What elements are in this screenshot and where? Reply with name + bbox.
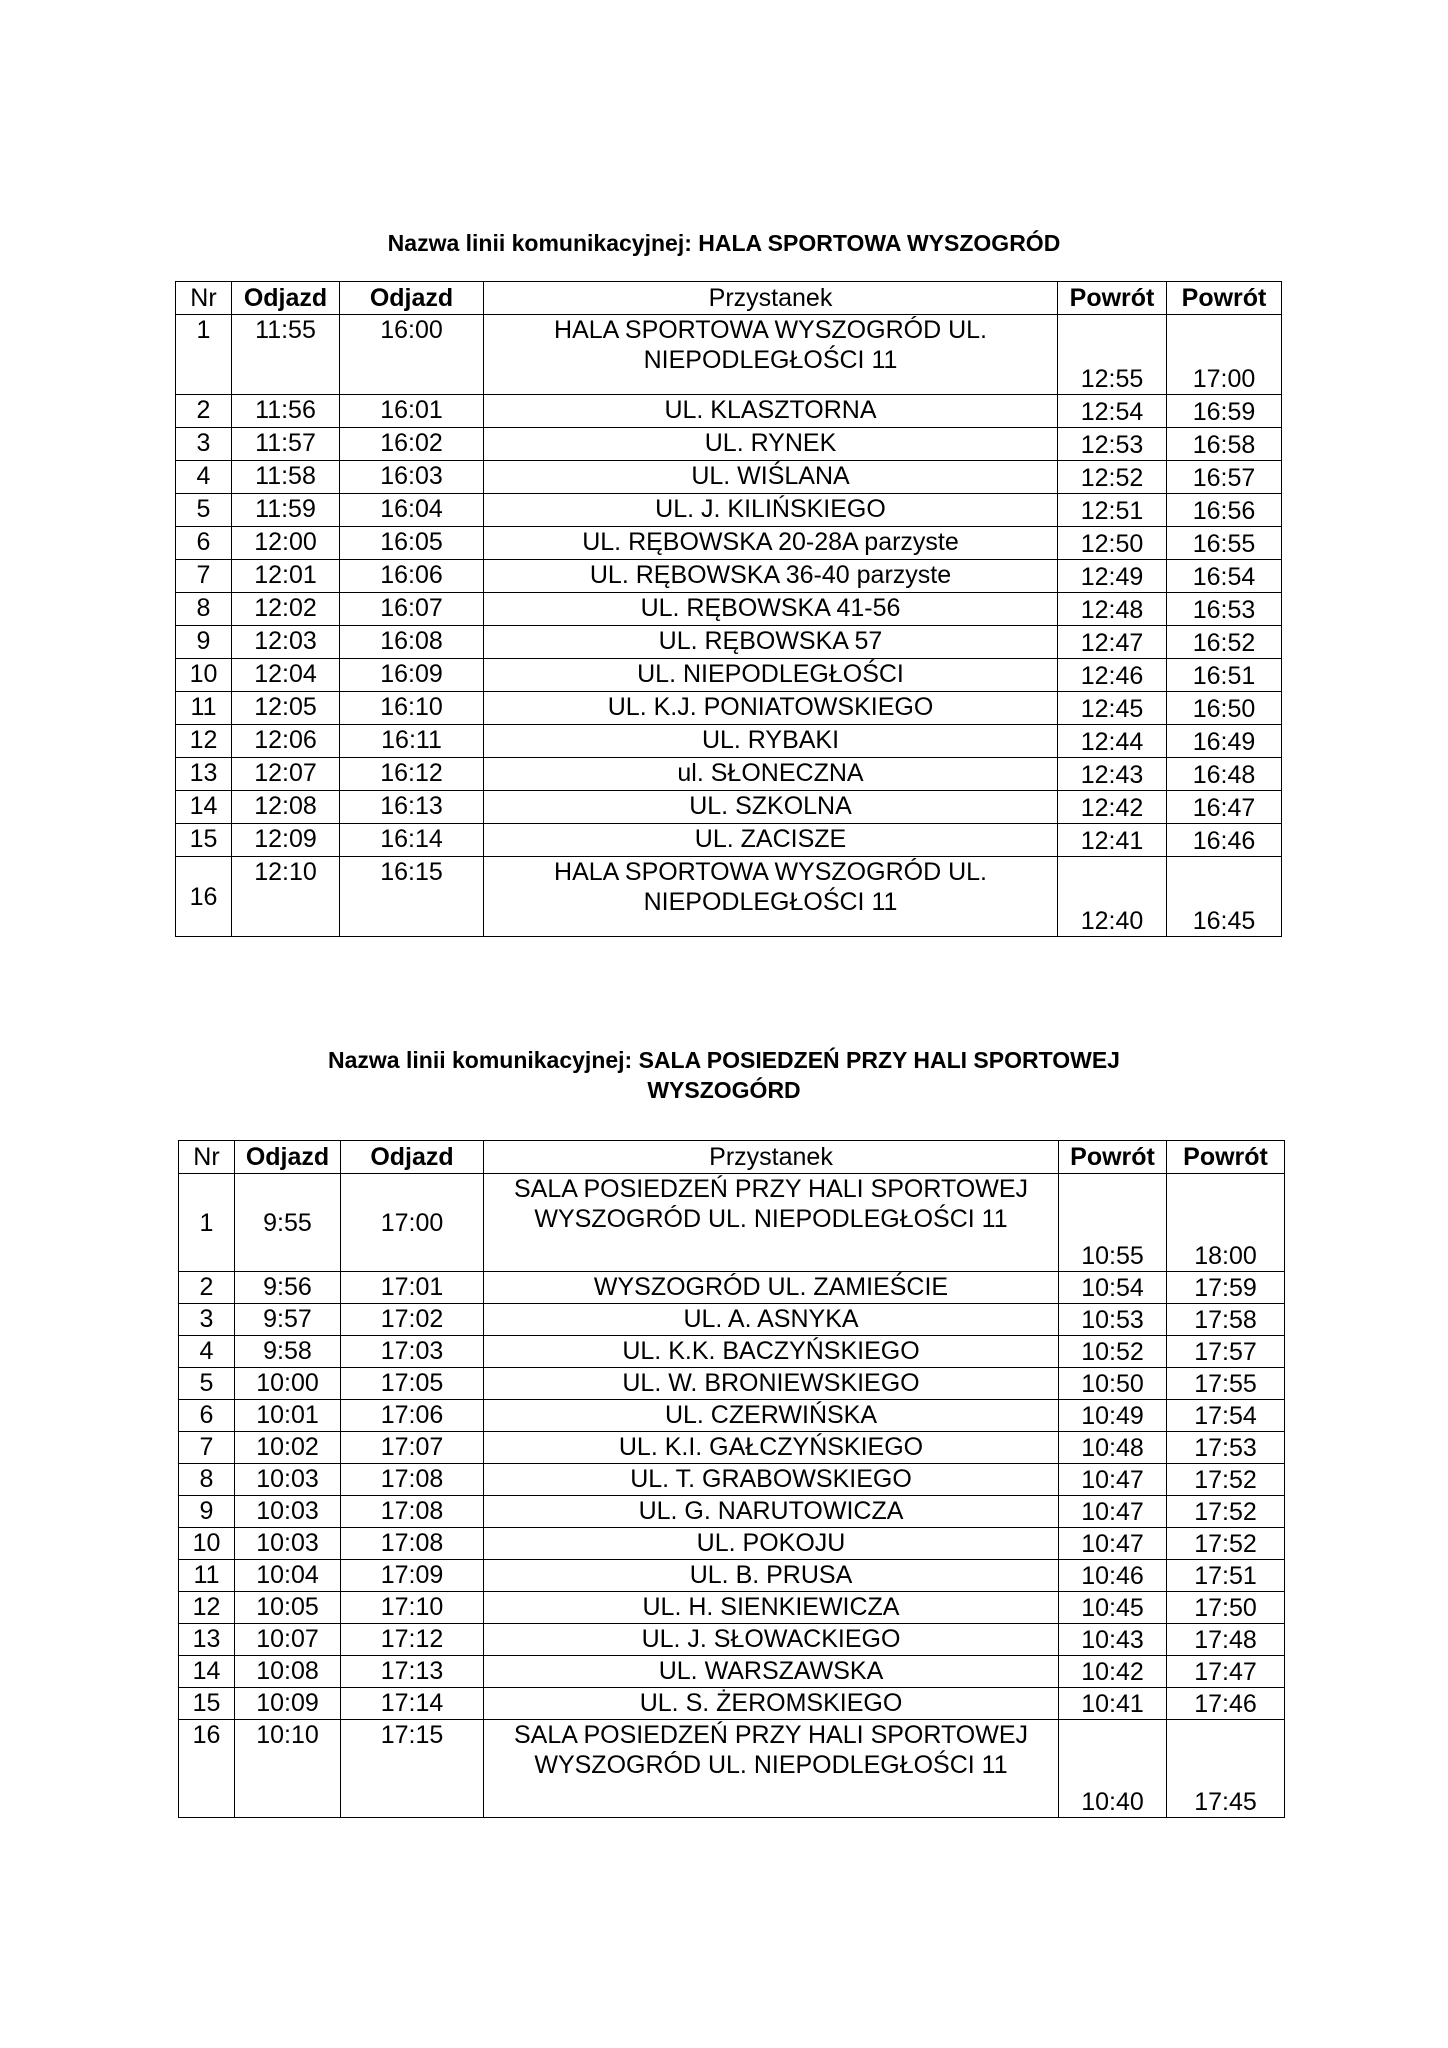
stop-name: UL. WARSZAWSKA	[484, 1656, 1059, 1688]
stop-name: UL. A. ASNYKA	[484, 1304, 1059, 1336]
return-time-1: 12:44	[1058, 725, 1167, 758]
stop-name: ul. SŁONECZNA	[484, 758, 1058, 791]
departure-time-2: 16:12	[340, 758, 484, 791]
departure-time-2: 16:07	[340, 593, 484, 626]
departure-time-2: 16:14	[340, 824, 484, 857]
departure-time-1: 12:06	[232, 725, 340, 758]
return-time-1: 10:47	[1059, 1496, 1167, 1528]
return-time-1: 12:50	[1058, 527, 1167, 560]
return-time-1: 10:50	[1059, 1368, 1167, 1400]
table-row	[176, 659, 1282, 692]
schedule1-title: Nazwa linii komunikacyjnej: HALA SPORTOWA WYSZOGRÓD	[387, 230, 1061, 256]
departure-time-1: 11:55	[232, 315, 340, 395]
return-time-1: 12:55	[1058, 315, 1167, 395]
departure-time-2: 17:05	[341, 1368, 484, 1400]
header-return-2: Powrót	[1167, 282, 1282, 315]
stop-number: 5	[179, 1368, 235, 1400]
return-time-1: 10:48	[1059, 1432, 1167, 1464]
departure-time-1: 9:55	[235, 1174, 341, 1272]
stop-number: 3	[179, 1304, 235, 1336]
header-departure-2: Odjazd	[341, 1141, 484, 1174]
return-time-2: 17:59	[1167, 1272, 1285, 1304]
return-time-2: 17:53	[1167, 1432, 1285, 1464]
stop-number: 13	[176, 758, 232, 791]
return-time-2: 17:57	[1167, 1336, 1285, 1368]
return-time-1: 12:45	[1058, 692, 1167, 725]
header-return-1: Powrót	[1058, 282, 1167, 315]
departure-time-2: 17:07	[341, 1432, 484, 1464]
return-time-1: 10:42	[1059, 1656, 1167, 1688]
table-row	[176, 395, 1282, 428]
stop-name: UL. RĘBOWSKA 36-40 parzyste	[484, 560, 1058, 593]
departure-time-1: 11:57	[232, 428, 340, 461]
schedule2-header-row	[179, 1141, 1285, 1174]
departure-time-2: 16:06	[340, 560, 484, 593]
schedule2-title-line-2: WYSZOGÓRD	[647, 1077, 801, 1103]
stop-number: 1	[179, 1174, 235, 1272]
stop-number: 5	[176, 494, 232, 527]
departure-time-2: 17:08	[341, 1496, 484, 1528]
stop-name: UL. S. ŻEROMSKIEGO	[484, 1688, 1059, 1720]
return-time-2: 16:52	[1167, 626, 1282, 659]
stop-name: UL. J. KILIŃSKIEGO	[484, 494, 1058, 527]
departure-time-2: 16:01	[340, 395, 484, 428]
return-time-2: 16:56	[1167, 494, 1282, 527]
return-time-1: 10:47	[1059, 1464, 1167, 1496]
return-time-2: 17:48	[1167, 1624, 1285, 1656]
stop-name: UL. RĘBOWSKA 20-28A parzyste	[484, 527, 1058, 560]
return-time-1: 12:52	[1058, 461, 1167, 494]
return-time-1: 12:51	[1058, 494, 1167, 527]
departure-time-1: 10:09	[235, 1688, 341, 1720]
return-time-2: 17:51	[1167, 1560, 1285, 1592]
departure-time-1: 12:07	[232, 758, 340, 791]
stop-name: UL. CZERWIŃSKA	[484, 1400, 1059, 1432]
return-time-2: 17:45	[1167, 1720, 1285, 1818]
return-time-2: 16:59	[1167, 395, 1282, 428]
stop-name: HALA SPORTOWA WYSZOGRÓD UL. NIEPODLEGŁOŚCI 11	[484, 857, 1058, 937]
stop-number: 9	[179, 1496, 235, 1528]
departure-time-2: 17:02	[341, 1304, 484, 1336]
departure-time-2: 16:09	[340, 659, 484, 692]
departure-time-1: 12:02	[232, 593, 340, 626]
departure-time-2: 17:10	[341, 1592, 484, 1624]
table-row	[179, 1336, 1285, 1368]
schedule2-body	[179, 1174, 1285, 1818]
stop-name: UL. SZKOLNA	[484, 791, 1058, 824]
stop-name: UL. K.J. PONIATOWSKIEGO	[484, 692, 1058, 725]
table-row	[176, 692, 1282, 725]
stop-number: 2	[176, 395, 232, 428]
departure-time-1: 12:08	[232, 791, 340, 824]
stop-number: 13	[179, 1624, 235, 1656]
return-time-1: 12:48	[1058, 593, 1167, 626]
header-stop: Przystanek	[484, 282, 1058, 315]
schedule2-title	[0, 1045, 1448, 1105]
departure-time-1: 10:03	[235, 1496, 341, 1528]
departure-time-2: 16:11	[340, 725, 484, 758]
departure-time-2: 17:15	[341, 1720, 484, 1818]
schedule1-table	[175, 281, 1282, 937]
return-time-2: 17:55	[1167, 1368, 1285, 1400]
departure-time-2: 17:09	[341, 1560, 484, 1592]
stop-number: 16	[179, 1720, 235, 1818]
stop-number: 10	[176, 659, 232, 692]
table-row	[179, 1560, 1285, 1592]
stop-number: 4	[179, 1336, 235, 1368]
departure-time-1: 12:05	[232, 692, 340, 725]
return-time-1: 12:53	[1058, 428, 1167, 461]
return-time-1: 10:47	[1059, 1528, 1167, 1560]
return-time-2: 17:50	[1167, 1592, 1285, 1624]
stop-number: 8	[179, 1464, 235, 1496]
return-time-2: 17:52	[1167, 1496, 1285, 1528]
table-row	[179, 1304, 1285, 1336]
stop-name: UL. ZACISZE	[484, 824, 1058, 857]
stop-name: SALA POSIEDZEŃ PRZY HALI SPORTOWEJ WYSZOGRÓD UL. NIEPODLEGŁOŚCI 11	[484, 1174, 1059, 1272]
stop-name: UL. RYNEK	[484, 428, 1058, 461]
departure-time-2: 17:13	[341, 1656, 484, 1688]
stop-name: UL. T. GRABOWSKIEGO	[484, 1464, 1059, 1496]
departure-time-1: 10:05	[235, 1592, 341, 1624]
return-time-1: 10:49	[1059, 1400, 1167, 1432]
header-departure-1: Odjazd	[232, 282, 340, 315]
table-row	[176, 593, 1282, 626]
header-stop: Przystanek	[484, 1141, 1059, 1174]
stop-number: 14	[179, 1656, 235, 1688]
schedule1-header-row	[176, 282, 1282, 315]
table-row	[176, 315, 1282, 395]
stop-name: SALA POSIEDZEŃ PRZY HALI SPORTOWEJ WYSZOGRÓD UL. NIEPODLEGŁOŚCI 11	[484, 1720, 1059, 1818]
header-return-1: Powrót	[1059, 1141, 1167, 1174]
table-row	[176, 461, 1282, 494]
departure-time-1: 11:56	[232, 395, 340, 428]
table-row	[179, 1272, 1285, 1304]
table-row	[176, 824, 1282, 857]
stop-number: 8	[176, 593, 232, 626]
stop-number: 9	[176, 626, 232, 659]
table-row	[176, 857, 1282, 937]
table-row	[179, 1174, 1285, 1272]
stop-name: UL. RYBAKI	[484, 725, 1058, 758]
departure-time-1: 9:56	[235, 1272, 341, 1304]
stop-name: UL. KLASZTORNA	[484, 395, 1058, 428]
stop-name: HALA SPORTOWA WYSZOGRÓD UL. NIEPODLEGŁOŚCI 11	[484, 315, 1058, 395]
stop-number: 10	[179, 1528, 235, 1560]
stop-name: UL. K.K. BACZYŃSKIEGO	[484, 1336, 1059, 1368]
stop-name: UL. NIEPODLEGŁOŚCI	[484, 659, 1058, 692]
return-time-2: 17:58	[1167, 1304, 1285, 1336]
table-row	[179, 1464, 1285, 1496]
departure-time-2: 16:04	[340, 494, 484, 527]
departure-time-1: 10:10	[235, 1720, 341, 1818]
table-row	[176, 626, 1282, 659]
stop-name: UL. RĘBOWSKA 41-56	[484, 593, 1058, 626]
stop-name: UL. B. PRUSA	[484, 1560, 1059, 1592]
departure-time-2: 16:08	[340, 626, 484, 659]
departure-time-1: 10:03	[235, 1464, 341, 1496]
stop-name: UL. W. BRONIEWSKIEGO	[484, 1368, 1059, 1400]
stop-name: UL. G. NARUTOWICZA	[484, 1496, 1059, 1528]
departure-time-2: 17:01	[341, 1272, 484, 1304]
table-row	[179, 1400, 1285, 1432]
departure-time-1: 10:01	[235, 1400, 341, 1432]
stop-number: 3	[176, 428, 232, 461]
stop-number: 11	[179, 1560, 235, 1592]
departure-time-1: 12:04	[232, 659, 340, 692]
return-time-1: 10:46	[1059, 1560, 1167, 1592]
departure-time-2: 17:00	[341, 1174, 484, 1272]
departure-time-2: 16:00	[340, 315, 484, 395]
table-row	[176, 758, 1282, 791]
departure-time-1: 10:00	[235, 1368, 341, 1400]
table-row	[176, 527, 1282, 560]
return-time-1: 12:43	[1058, 758, 1167, 791]
departure-time-1: 10:02	[235, 1432, 341, 1464]
return-time-1: 10:53	[1059, 1304, 1167, 1336]
return-time-2: 17:46	[1167, 1688, 1285, 1720]
return-time-2: 16:58	[1167, 428, 1282, 461]
schedule2-title-line-1: Nazwa linii komunikacyjnej: SALA POSIEDZEŃ PRZY HALI SPORTOWEJ	[328, 1047, 1120, 1073]
schedule1-body	[176, 315, 1282, 937]
return-time-1: 12:47	[1058, 626, 1167, 659]
return-time-1: 12:42	[1058, 791, 1167, 824]
stop-number: 4	[176, 461, 232, 494]
return-time-2: 16:47	[1167, 791, 1282, 824]
return-time-2: 17:52	[1167, 1528, 1285, 1560]
table-row	[179, 1528, 1285, 1560]
return-time-1: 10:43	[1059, 1624, 1167, 1656]
return-time-2: 16:53	[1167, 593, 1282, 626]
departure-time-2: 16:03	[340, 461, 484, 494]
header-departure-1: Odjazd	[235, 1141, 341, 1174]
stop-name: UL. POKOJU	[484, 1528, 1059, 1560]
header-departure-2: Odjazd	[340, 282, 484, 315]
stop-number: 16	[176, 857, 232, 937]
stop-number: 15	[176, 824, 232, 857]
stop-number: 12	[176, 725, 232, 758]
return-time-2: 16:57	[1167, 461, 1282, 494]
header-nr: Nr	[179, 1141, 235, 1174]
return-time-2: 17:00	[1167, 315, 1282, 395]
stop-name: UL. K.I. GAŁCZYŃSKIEGO	[484, 1432, 1059, 1464]
return-time-2: 16:55	[1167, 527, 1282, 560]
departure-time-1: 10:03	[235, 1528, 341, 1560]
table-row	[176, 494, 1282, 527]
departure-time-2: 17:06	[341, 1400, 484, 1432]
departure-time-2: 16:10	[340, 692, 484, 725]
stop-number: 7	[179, 1432, 235, 1464]
table-row	[176, 725, 1282, 758]
table-row	[179, 1496, 1285, 1528]
stop-number: 1	[176, 315, 232, 395]
stop-name: WYSZOGRÓD UL. ZAMIEŚCIE	[484, 1272, 1059, 1304]
table-row	[176, 791, 1282, 824]
return-time-1: 12:41	[1058, 824, 1167, 857]
return-time-1: 10:40	[1059, 1720, 1167, 1818]
departure-time-2: 17:08	[341, 1464, 484, 1496]
departure-time-2: 16:13	[340, 791, 484, 824]
return-time-2: 16:49	[1167, 725, 1282, 758]
return-time-1: 12:46	[1058, 659, 1167, 692]
departure-time-2: 17:12	[341, 1624, 484, 1656]
return-time-1: 10:41	[1059, 1688, 1167, 1720]
table-row	[179, 1432, 1285, 1464]
stop-number: 2	[179, 1272, 235, 1304]
return-time-2: 16:45	[1167, 857, 1282, 937]
departure-time-1: 9:58	[235, 1336, 341, 1368]
departure-time-1: 12:00	[232, 527, 340, 560]
return-time-2: 16:48	[1167, 758, 1282, 791]
return-time-1: 12:40	[1058, 857, 1167, 937]
stop-number: 6	[179, 1400, 235, 1432]
departure-time-1: 10:08	[235, 1656, 341, 1688]
return-time-2: 16:54	[1167, 560, 1282, 593]
departure-time-1: 12:09	[232, 824, 340, 857]
departure-time-1: 12:03	[232, 626, 340, 659]
return-time-1: 10:55	[1059, 1174, 1167, 1272]
departure-time-2: 16:15	[340, 857, 484, 937]
departure-time-2: 17:14	[341, 1688, 484, 1720]
return-time-2: 17:47	[1167, 1656, 1285, 1688]
departure-time-2: 16:05	[340, 527, 484, 560]
table-row	[179, 1688, 1285, 1720]
return-time-2: 16:50	[1167, 692, 1282, 725]
return-time-2: 16:46	[1167, 824, 1282, 857]
departure-time-1: 11:58	[232, 461, 340, 494]
return-time-1: 12:49	[1058, 560, 1167, 593]
stop-name: UL. J. SŁOWACKIEGO	[484, 1624, 1059, 1656]
return-time-1: 10:52	[1059, 1336, 1167, 1368]
return-time-1: 10:54	[1059, 1272, 1167, 1304]
table-row	[179, 1368, 1285, 1400]
departure-time-1: 11:59	[232, 494, 340, 527]
departure-time-2: 16:02	[340, 428, 484, 461]
stop-number: 15	[179, 1688, 235, 1720]
table-row	[176, 428, 1282, 461]
table-row	[176, 560, 1282, 593]
stop-name: UL. RĘBOWSKA 57	[484, 626, 1058, 659]
return-time-2: 17:54	[1167, 1400, 1285, 1432]
stop-number: 6	[176, 527, 232, 560]
stop-number: 12	[179, 1592, 235, 1624]
return-time-2: 17:52	[1167, 1464, 1285, 1496]
stop-number: 11	[176, 692, 232, 725]
header-nr: Nr	[176, 282, 232, 315]
schedule2-table	[178, 1140, 1285, 1818]
departure-time-1: 10:04	[235, 1560, 341, 1592]
return-time-2: 18:00	[1167, 1174, 1285, 1272]
departure-time-2: 17:08	[341, 1528, 484, 1560]
return-time-1: 12:54	[1058, 395, 1167, 428]
departure-time-1: 10:07	[235, 1624, 341, 1656]
stop-number: 7	[176, 560, 232, 593]
departure-time-1: 12:01	[232, 560, 340, 593]
departure-time-1: 9:57	[235, 1304, 341, 1336]
return-time-2: 16:51	[1167, 659, 1282, 692]
table-row	[179, 1592, 1285, 1624]
stop-number: 14	[176, 791, 232, 824]
stop-name: UL. WIŚLANA	[484, 461, 1058, 494]
departure-time-2: 17:03	[341, 1336, 484, 1368]
header-return-2: Powrót	[1167, 1141, 1285, 1174]
table-row	[179, 1720, 1285, 1818]
table-row	[179, 1656, 1285, 1688]
departure-time-1: 12:10	[232, 857, 340, 937]
table-row	[179, 1624, 1285, 1656]
return-time-1: 10:45	[1059, 1592, 1167, 1624]
stop-name: UL. H. SIENKIEWICZA	[484, 1592, 1059, 1624]
